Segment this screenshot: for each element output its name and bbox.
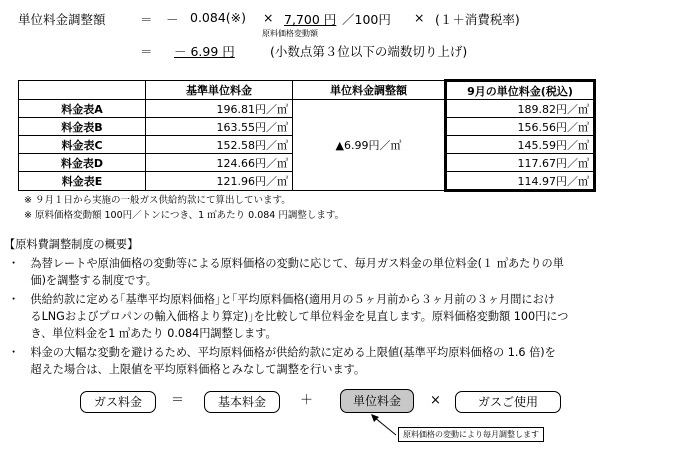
formula-label: 単位料金調整額 — [18, 12, 106, 27]
basic-fee-box: 基本料金 — [204, 391, 280, 413]
overview-line: 超えた場合は、上限値を平均原料価格とみなして調整を行います。 — [8, 363, 366, 376]
callout-arrow — [366, 412, 400, 438]
gas-usage-box: ガスご使用 — [455, 391, 561, 413]
diagram-equals: ＝ — [171, 393, 185, 408]
overview-heading: 【原料費調整制度の概要】 — [4, 238, 139, 251]
row-base-rate: 124.66円／㎥ — [146, 154, 293, 172]
gas-fee-box: ガス料金 — [80, 391, 156, 413]
overview-line: ・ 為替レートや原油価格の変動等による原料価格の変動に応じて、毎月ガス料金の単位料金(１ ㎥あたりの単 — [8, 257, 564, 270]
row-september-rate: 114.97円／㎥ — [446, 172, 595, 191]
table-row — [19, 100, 595, 118]
rate-table — [18, 79, 596, 192]
row-september-rate: 117.67円／㎥ — [446, 154, 595, 172]
rate-table-header-row — [19, 81, 595, 100]
formula-equals-2: ＝ — [140, 44, 153, 59]
overview-line: ・ 供給約款に定める｢基準平均原料価格｣と｢平均原料価格(適用月の５ヶ月前から３ヶ月前の３ヶ月間におけ — [8, 293, 555, 306]
formula-price-note: 原料価格変動額 — [262, 29, 318, 38]
overview-line: ・ 料金の大幅な変動を避けるため、平均原料価格が供給約款に定める上限値(基準平均原料価格の 1.6 倍)を — [8, 346, 556, 359]
formula-times-2: × — [414, 10, 425, 25]
header-base-rate: 基準単位料金 — [146, 81, 293, 100]
row-name: 料金表E — [19, 172, 146, 191]
note-2: ※ 原料価格変動額 100円／トンにつき、1 ㎥あたり 0.084 円調整します。 — [24, 210, 345, 221]
callout-note: 原料価格の変動により毎月調整します — [398, 427, 544, 442]
adjustment-cell: ▲6.99円／㎥ — [293, 100, 446, 191]
header-september-rate: 9月の単位料金(税込) — [446, 81, 595, 100]
overview-line: 価)を調整する制度です。 — [8, 274, 157, 287]
formula-result: － 6.99 円 — [174, 44, 235, 59]
row-base-rate: 163.55円／㎥ — [146, 118, 293, 136]
row-name: 料金表C — [19, 136, 146, 154]
row-september-rate: 189.82円／㎥ — [446, 100, 595, 118]
row-base-rate: 196.81円／㎥ — [146, 100, 293, 118]
row-base-rate: 121.96円／㎥ — [146, 172, 293, 191]
overview-line: るLNGおよびプロパンの輸入価格より算定)｣を比較して単位料金を見直します。原料価格変動額 100円につ — [8, 310, 569, 323]
overview-line: き、単位料金を1 ㎥あたり 0.084円調整します。 — [8, 327, 277, 340]
note-1: ※ ９月１日から実施の一般ガス供給約款にて算出しています。 — [24, 195, 291, 206]
formula-per: ／100円 — [342, 12, 391, 27]
row-september-rate: 156.56円／㎥ — [446, 118, 595, 136]
formula-equals: ＝ — [140, 12, 153, 27]
header-adjustment: 単位料金調整額 — [293, 81, 446, 100]
header-blank — [19, 81, 146, 100]
formula-coefficient: 0.084(※) — [190, 10, 247, 25]
formula-price-diff: 7,700 円 — [284, 12, 337, 27]
row-september-rate: 145.59円／㎥ — [446, 136, 595, 154]
unit-fee-box: 単位料金 — [340, 389, 414, 413]
diagram-times: × — [430, 393, 441, 408]
formula-minus: － — [166, 12, 179, 27]
row-name: 料金表D — [19, 154, 146, 172]
row-base-rate: 152.58円／㎥ — [146, 136, 293, 154]
formula-result-note: (小数点第３位以下の端数切り上げ) — [270, 44, 468, 59]
row-name: 料金表A — [19, 100, 146, 118]
diagram-plus: ＋ — [300, 393, 314, 408]
formula-tax: (１＋消費税率) — [435, 12, 520, 27]
formula-times: × — [263, 10, 274, 25]
row-name: 料金表B — [19, 118, 146, 136]
